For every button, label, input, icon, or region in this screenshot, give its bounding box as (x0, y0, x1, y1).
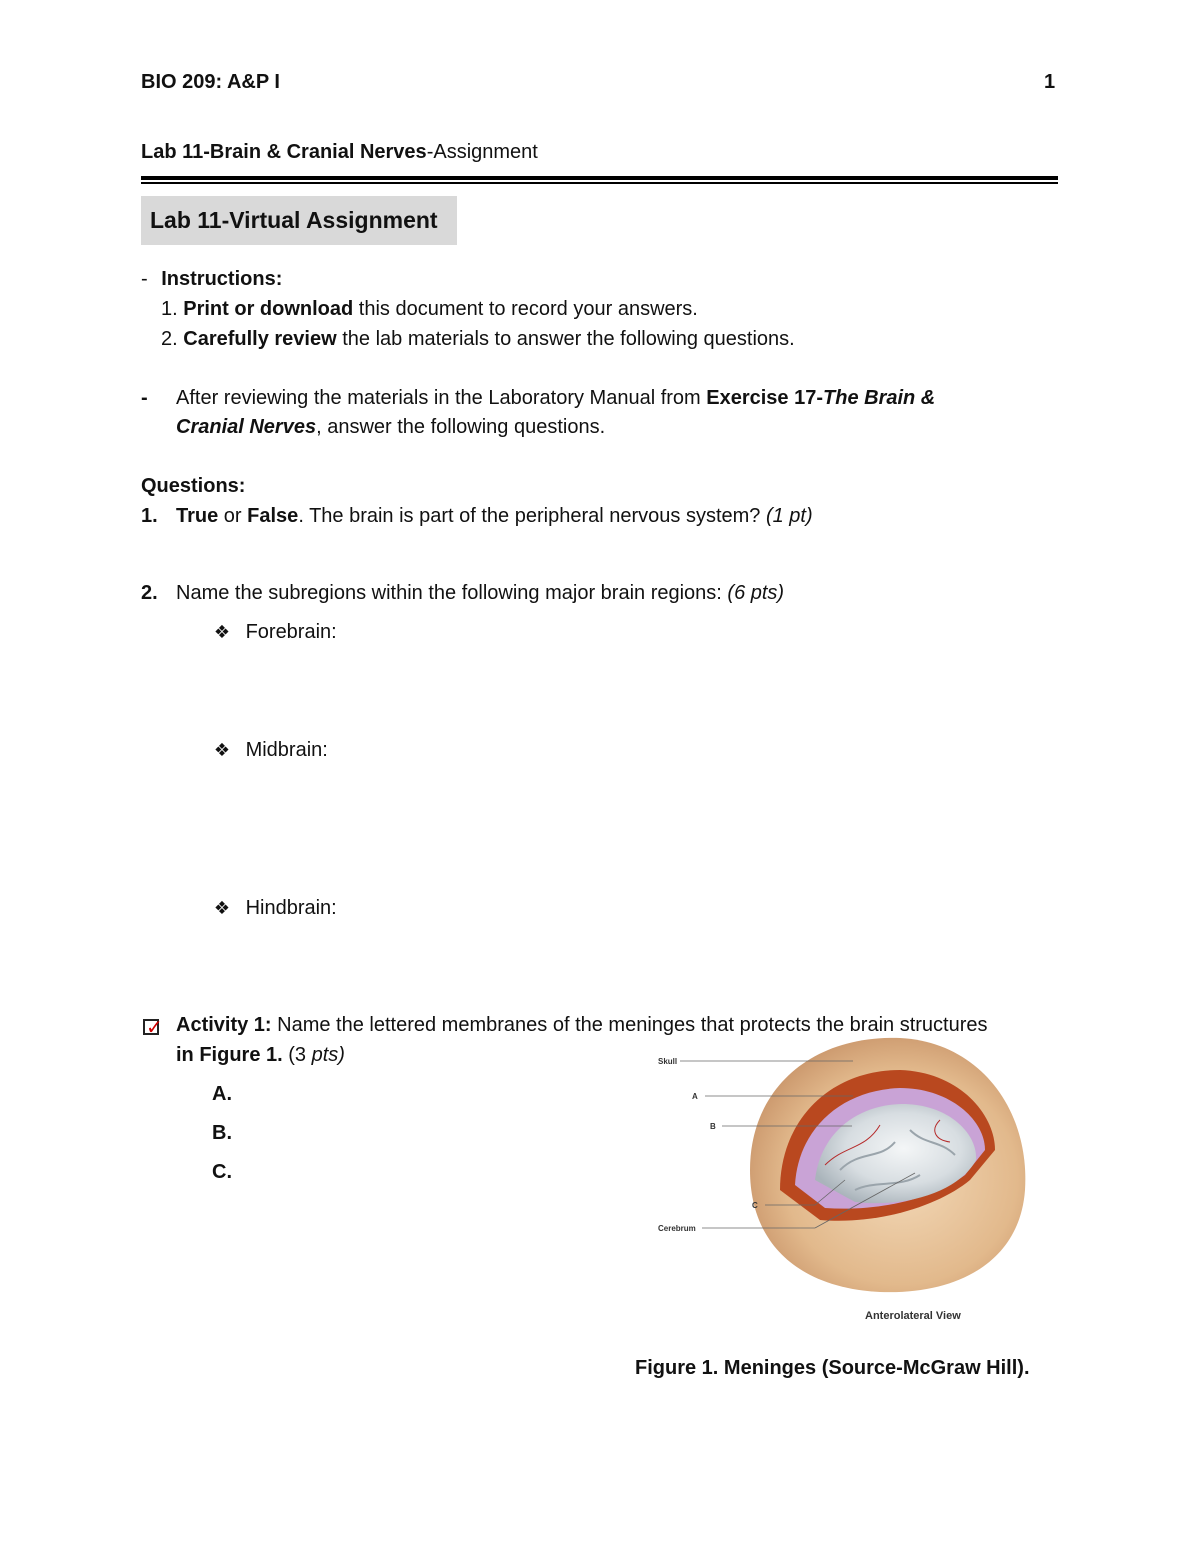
question-2 (176, 581, 784, 605)
review-line-2-rest: , answer the following questions. (316, 416, 606, 438)
checkmark-icon: ✓ (146, 1017, 163, 1039)
review-line-2 (176, 415, 605, 439)
question-1-text: . The brain is part of the peripheral nervous system? (298, 505, 766, 527)
label-b: B (710, 1122, 716, 1131)
instruction-item-1-rest: this document to record your answers. (353, 298, 698, 320)
bullet-diamond-icon: ❖ (213, 622, 231, 642)
lab-title-bold: Lab 11-Brain & Cranial Nerves (141, 141, 427, 163)
instructions-heading (141, 267, 282, 291)
answer-b: B. (212, 1122, 232, 1144)
assignment-title-box (141, 196, 457, 245)
activity-line-1-rest: Name the lettered membranes of the meninges that protects the brain structures (271, 1014, 988, 1036)
region-forebrain-label: Forebrain: (245, 621, 337, 643)
review-line-1-pre: After reviewing the materials in the Laboratory Manual from (176, 387, 707, 409)
activity-points: pts) (311, 1044, 345, 1066)
instruction-item-1-num: 1. (161, 298, 178, 320)
activity-checkbox-icon (143, 1017, 163, 1039)
lab-title (141, 140, 538, 164)
activity-line-2 (176, 1043, 345, 1067)
instruction-item-2 (161, 327, 795, 351)
instructions-dash: - (141, 268, 148, 290)
course-title: BIO 209: A&P I (141, 71, 280, 93)
region-hindbrain-label: Hindbrain: (245, 897, 337, 919)
review-exercise-title-1: The Brain & (823, 387, 936, 409)
question-1 (176, 504, 813, 528)
instruction-item-1 (161, 297, 698, 321)
review-exercise: Exercise 17- (706, 387, 824, 409)
region-midbrain (212, 738, 328, 762)
question-2-text: Name the subregions within the following major brain regions: (176, 582, 728, 604)
question-2-points: (6 pts) (727, 582, 785, 604)
lab-title-rest: -Assignment (426, 141, 538, 163)
label-c: C (752, 1201, 758, 1210)
instruction-item-1-bold: Print or download (183, 298, 354, 320)
figure-view-label: Anterolateral View (865, 1310, 961, 1322)
activity-label: Activity 1: (176, 1014, 272, 1036)
questions-heading: Questions: (141, 475, 246, 497)
label-a: A (692, 1092, 698, 1101)
question-1-or: or (218, 505, 248, 527)
question-2-number: 2. (141, 582, 158, 604)
review-dash: - (141, 387, 148, 409)
review-exercise-title-2: Cranial Nerves (176, 416, 317, 438)
region-hindbrain (212, 896, 337, 920)
assignment-title: Lab 11-Virtual Assignment (150, 207, 438, 233)
region-midbrain-label: Midbrain: (245, 739, 328, 761)
meninges-figure (640, 1030, 1040, 1330)
question-1-true: True (176, 505, 219, 527)
page-number: 1 (1044, 71, 1056, 93)
question-1-points: (1 pt) (765, 505, 813, 527)
question-1-number: 1. (141, 505, 158, 527)
instruction-item-2-num: 2. (161, 328, 178, 350)
label-cerebrum: Cerebrum (658, 1224, 696, 1233)
bullet-diamond-icon: ❖ (213, 740, 231, 760)
question-1-false: False (247, 505, 299, 527)
label-skull: Skull (658, 1057, 678, 1066)
answer-a: A. (212, 1083, 232, 1105)
review-line-1 (176, 386, 935, 410)
instructions-label: Instructions: (161, 268, 283, 290)
instruction-item-2-rest: the lab materials to answer the following questions. (336, 328, 795, 350)
instruction-item-2-bold: Carefully review (183, 328, 337, 350)
answer-c: C. (212, 1161, 232, 1183)
activity-figure-ref: in Figure 1. (176, 1044, 283, 1066)
activity-paren-open: (3 (282, 1044, 312, 1066)
header-rule-thin (141, 182, 1058, 184)
header-rule-thick (141, 176, 1058, 180)
bullet-diamond-icon: ❖ (213, 898, 231, 918)
region-forebrain (212, 620, 337, 644)
figure-caption: Figure 1. Meninges (Source-McGraw Hill). (635, 1357, 1030, 1379)
